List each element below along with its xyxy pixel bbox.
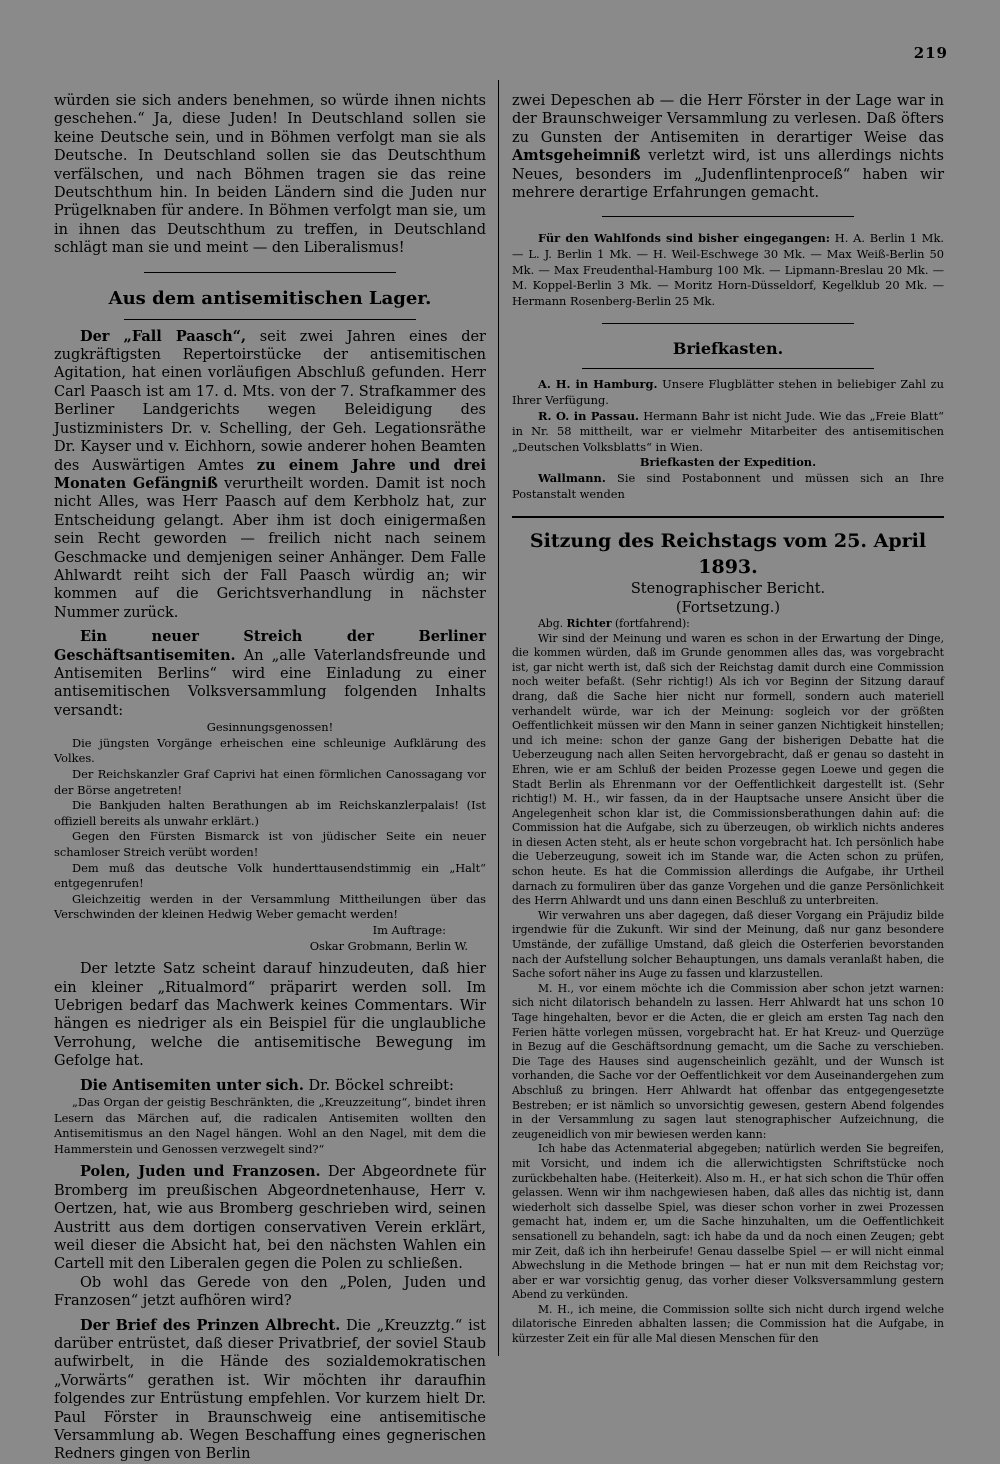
paasch-article — [54, 328, 486, 623]
letter-paragraph: Der Reichskanzler Graf Caprivi hat einen förmlichen Canossagang vor der Börse angetreten! — [54, 766, 486, 797]
right-column — [512, 92, 944, 1347]
paasch-sentence: zu einem Jahre und drei Monaten Gefängniß — [54, 456, 486, 492]
letter-signature: Oskar Grobmann, Berlin W. — [309, 938, 468, 953]
page-number: 219 — [913, 44, 948, 62]
section-title-rule — [124, 319, 416, 320]
letter-paragraph: Die jüngsten Vorgänge erheischen eine schleunige Aufklärung des Volkes. — [54, 735, 486, 766]
brief-article — [54, 1317, 486, 1464]
letter-paragraph: Gegen den Fürsten Bismarck ist von jüdischer Seite ein neuer schamloser Streich verübt worden! — [54, 829, 486, 859]
sitzung-title: Sitzung des Reichstags vom 25. April 1893. — [529, 530, 927, 579]
polen-question: Ob wohl das Gerede von den „Polen, Juden und Franzosen“ jetzt aufhören wird? — [54, 1274, 486, 1310]
sitzung-subtitle: Stenographischer Bericht. — [630, 581, 826, 598]
streich-article — [54, 628, 486, 720]
section-title: Aus dem antisemitischen Lager. — [108, 287, 432, 309]
briefkasten-entry — [512, 377, 944, 408]
streich-commentary: Der letzte Satz scheint darauf hinzudeuten, daß hier ein kleiner „Ritualmord“ präparirt werden soll. Im Uebrigen bedarf das Machwerk keines Commentars. Wir hängen es niedriger als ein Beispiel für die unglaubliche Verrohung, welche die antisemitische Bewegung im Gefolge hat. — [54, 961, 486, 1070]
polen-article — [54, 1163, 486, 1273]
major-divider — [512, 516, 944, 518]
brief-text: Die „Kreuzztg.“ ist darüber entrüstet, daß dieser Privatbrief, der soviel Staub aufwirbelt, in die Hände des sozialdemokratischen „Vorwärts“ gerathen ist. Wir möchten ihr daraufhin folgendes zur Entrüstung empfehlen. Vor kurzem hielt Dr. Paul Förster in Braunschweig eine antisemitische Versammlung ab. Wegen Beschaffung eines gegnerischen Redners gingen von Berlin — [54, 1317, 486, 1463]
paasch-text-2: verurtheilt worden. Damit ist noch nicht Alles, was Herr Paasch auf dem Kerbholz hat, zur Entscheidung gelangt. Aber ihm ist doch einigermaßen sein Recht geworden — freilich nicht nach seinem Geschmacke und demjenigen seiner Anhänger. Dem Falle Ahlwardt reiht sich der Fall Paasch würdig an; wir kommen auf die Gerichtsverhandlung in nächster Nummer zurück. — [54, 475, 486, 621]
wahlfonds-list — [512, 231, 944, 309]
wahlfonds-headline: Für den Wahlfonds sind bisher eingegangen: — [538, 231, 830, 246]
briefkasten-recipient: R. O. in Passau. — [538, 408, 639, 423]
briefkasten-recipient: A. H. in Hamburg. — [538, 377, 658, 392]
right-intro-paragraph — [512, 92, 944, 202]
left-column — [54, 92, 486, 1464]
briefkasten-title: Briefkasten. — [672, 339, 784, 359]
letter-paragraph: Die Bankjuden halten Berathungen ab im Reichskanzlerpalais! (Ist offiziell bereits als unwahr erklärt.) — [54, 798, 486, 828]
right-intro-rest: verletzt wird, ist uns allerdings nichts Neues, besonders im „Judenflintenproceß“ haben wir mehrere derartige Erfahrungen gemacht. — [512, 148, 944, 202]
unter-quote: „Das Organ der geistig Beschränkten, die „Kreuzzeitung“, bindet ihren Lesern das Märchen auf, die radicalen Antisemiten wollten den Antisemitismus an den Nagel hängen. Wohl an den Nagel, mit dem die Hammerstein und Genossen verzwegelt sind?“ — [54, 1094, 486, 1156]
left-intro-paragraph: würden sie sich anders benehmen, so würde ihnen nichts geschehen.“ Ja, diese Juden! In Deutschland sollen sie keine Deutsche sein, und in Böhmen verfolgt man sie als Deutsche. In Deutschland sollen sie das Deutschthum verfälschen, und nach Böhmen tragen sie das reine Deutschthum hin. In beiden Ländern sind die Juden nur Prügelknaben für andere. In Böhmen verfolgt man sie, um in ihnen das Deutschthum zu treffen, in Deutschland schlägt man sie und meint — den Liberalismus! — [54, 93, 486, 257]
speaker-name: Richter — [566, 616, 612, 630]
letter-paragraph: Gleichzeitig werden in der Versammlung Mittheilungen über das Verschwinden der kleinen Hedwig Weber gemacht werden! — [54, 891, 486, 922]
speech-paragraph: Wir sind der Meinung und waren es schon in der Erwartung der Dinge, die kommen würden, daß im Grunde genommen alles das, was vorgebracht ist, gar nicht werth ist, daß sich der Reichstag damit durch eine Commission noch weiter befaßt. (Sehr richtig!) Als ich vor Beginn der Sitzung darauf drang, daß die Sache hier nicht nur formell, sondern auch materiell verhandelt würde, war ich der Meinung: sogleich vor der größten Oeffentlichkeit müssen wir den Mann in seiner ganzen Nichtigkeit hinstellen; und ich meine: schon der ganze Gang der bisherigen Debatte hat die Ueberzeugung nach allen Seiten hervorgebracht, daß er genau so dasteht in Ehren, wie er am Schluß der beiden Prozesse gegen Loewe und gegen die Stadt Berlin als Ehrenmann vor der Oeffentlichkeit dargestellt ist. (Sehr richtig!) M. H., wir fassen, da in der Hauptsache unsere Ansicht über die Angelegenheit schon klar ist, die Commissionsberathungen dahin auf: die Commission hat die Aufgabe, sich zu überzeugen, ob wirklich nichts anderes in diesen Acten steht, als er heute schon vorgebracht hat. Ich persönlich habe die Ueberzeugung, soweit ich im Stande war, die Acten schon zu prüfen, schon heute. Es hat die Commission allerdings die Aufgabe, ihr Urtheil darnach zu formuliren über das ganze Vorgehen und die ganze Persönlichkeit des Herrn Ahlwardt und uns dann einen Beschluß zu unterbreiten. — [512, 631, 944, 908]
streich-headline: Ein neuer Streich der Berliner Geschäftsantisemiten. — [54, 628, 486, 664]
unter-text: Dr. Böckel schreibt: — [303, 1077, 454, 1094]
paasch-headline: Der „Fall Paasch“, — [80, 327, 247, 345]
speech-paragraph: Ich habe das Actenmaterial abgegeben; natürlich werden Sie begreifen, mit Vorsicht, und indem ich die allerwichtigsten Schriftstücke noch zurückbehalten habe. (Heiterkeit). Also m. H., er hat sich schon die Thür offen gelassen. Wenn wir ihm nachgewiesen haben, daß alles das nichtig ist, dann wiederholt sich dasselbe Spiel, was dieser schon vorher in zwei Prozessen gemacht hat, indem er, um die Sache hinzuhalten, um die Oeffentlichkeit sensationell zu behandeln, sagt: ich habe da und da noch einen Zeugen; gebt mir Zeit, daß ich ihn herbeirufe! Genau dasselbe Spiel — er will nicht einmal Abwechslung in die Methode bringen — hat er nun mit dem Reichstag vor; aber er war vorsichtig genug, das vorher dieser Volksversammlung gestern Abend zu verkünden. — [512, 1142, 944, 1302]
letter-paragraph: Dem muß das deutsche Volk hunderttausendstimmig ein „Halt“ entgegenrufen! — [54, 860, 486, 891]
briefkasten-reply: Hermann Bahr ist nicht Jude. Wie das „Freie Blatt“ in Nr. 58 mittheilt, war er vielmehr Mitarbeiter des antisemitischen „Deutschen Volksblatts“ in Wien. — [512, 408, 944, 454]
briefkasten-expedition-title: Briefkasten der Expedition. — [639, 455, 817, 470]
briefkasten-entry — [512, 409, 944, 456]
letter-auftrag: Im Auftrage: — [372, 922, 446, 937]
speech-paragraph: Wir verwahren uns aber dagegen, daß dieser Vorgang ein Präjudiz bilde irgendwie für die Zukunft. Wir sind der Meinung, daß nur ganz besondere Umstände, der zufällige Umstand, daß gleich die Osterferien bevorstanden nach der Aufstellung solcher Behauptungen, uns damals veranlaßt haben, die Sache sofort näher ins Auge zu fassen und klarzustellen. — [512, 908, 944, 981]
speaker-line — [512, 617, 944, 632]
polen-headline: Polen, Juden und Franzosen. — [80, 1163, 321, 1181]
briefkasten-reply: Unsere Flugblätter stehen in beliebiger Zahl zu Ihrer Verfügung. — [512, 377, 944, 407]
speaker-prefix: Abg. — [538, 616, 567, 630]
sitzung-continuation: (Fortsetzung.) — [675, 599, 781, 616]
right-intro-text: zwei Depeschen ab — die Herr Förster in der Lage war in der Braunschweiger Versammlung zu verlesen. Daß öfters zu Gunsten der Antisemiten in derartiger Weise das — [512, 93, 944, 146]
column-rule — [498, 80, 499, 1356]
briefkasten-title-rule — [582, 368, 874, 369]
speech-paragraph: M. H., vor einem möchte ich die Commission aber schon jetzt warnen: sich nicht dilatorisch behandeln zu lassen. Herr Ahlwardt hat uns schon 10 Tage hingehalten, bevor er die Acten, die er gleich am ersten Tag nach den Ferien hätte vorlegen müssen, vorgebracht hat. Er hat Kreuz- und Querzüge in Bezug auf die Geschäftsordnung gemacht, um die Sache zu verschieben. Die Tage des Hauses sind augenscheinlich gezählt, und der Wunsch ist vorhanden, die Sache vor der Oeffentlichkeit vor dem Auseinandergehen zum Abschluß zu bringen. Herr Ahlwardt hat offenbar das entgegengesetzte Bestreben; er ist nämlich so unvorsichtig gewesen, gestern Abend folgendes in der Versammlung zu sagen laut stenographischer Aufzeichnung, die zeugeneidlich von mir bewiesen werden kann: — [512, 981, 944, 1141]
letter-salutation: Gesinnungsgenossen! — [206, 720, 334, 735]
briefkasten-reply: Sie sind Postabonnent und müssen sich an Ihre Postanstalt wenden — [512, 470, 944, 501]
section-divider — [602, 216, 854, 217]
polen-text: Der Abgeordnete für Bromberg im preußischen Abgeordnetenhause, Herr v. Oertzen, hat, wie aus Bromberg geschrieben wird, seinen Austritt aus dem dortigen conservativen Verein erklärt, weil dieser die Absicht hat, bei den nächsten Wahlen ein Cartell mit den Liberalen gegen die Polen zu schließen. — [54, 1164, 486, 1273]
brief-headline: Der Brief des Prinzen Albrecht. — [80, 1316, 341, 1334]
section-divider — [602, 323, 854, 324]
section-divider — [144, 272, 396, 273]
wahlfonds-text: H. A. Berlin 1 Mk. — L. J. Berlin 1 Mk. — H. Weil-Eschwege 30 Mk. — Max Weiß-Berlin 50 Mk. — Max Freudenthal-Hamburg 100 Mk. — Lipmann-Breslau 20 Mk. — M. Koppel-Berlin 3 Mk. — Moritz Horn-Düsseldorf, Kegelklub 20 Mk. — Hermann Rosenberg-Berlin 25 Mk. — [512, 231, 944, 308]
unter-article — [54, 1077, 486, 1095]
amtsgeheimniss: Amtsgeheimniß — [512, 147, 641, 165]
paasch-text-1: seit zwei Jahren eines der zugkräftigsten Repertoirstücke der antisemitischen Agitation, hat einen vorläufigen Abschluß gefunden. Herr Carl Paasch ist am 17. d. Mts. von der 7. Strafkammer des Berliner Landgerichts wegen Beleidigung des Justizministers Dr. v. Schelling, der Geh. Legationsräthe Dr. Kayser und v. Eichhorn, sowie anderer hohen Beamten des Auswärtigen Amtes — [54, 328, 486, 474]
briefkasten-recipient: Wallmann. — [538, 470, 606, 485]
briefkasten-entry — [512, 471, 944, 502]
streich-text: An „alle Vaterlandsfreunde und Antisemiten Berlins“ wird eine Einladung zu einer antisemitischen Volksversammlung folgenden Inhalts versandt: — [54, 647, 486, 719]
speech-paragraph: M. H., ich meine, die Commission sollte sich nicht durch irgend welche dilatorische Einreden abhalten lassen; die Commission hat die Aufgabe, in kürzester Zeit ein für alle Mal diesen Menschen für den — [512, 1302, 944, 1346]
unter-headline: Die Antisemiten unter sich. — [80, 1076, 304, 1094]
speaker-suffix: (fortfahrend): — [611, 616, 690, 630]
